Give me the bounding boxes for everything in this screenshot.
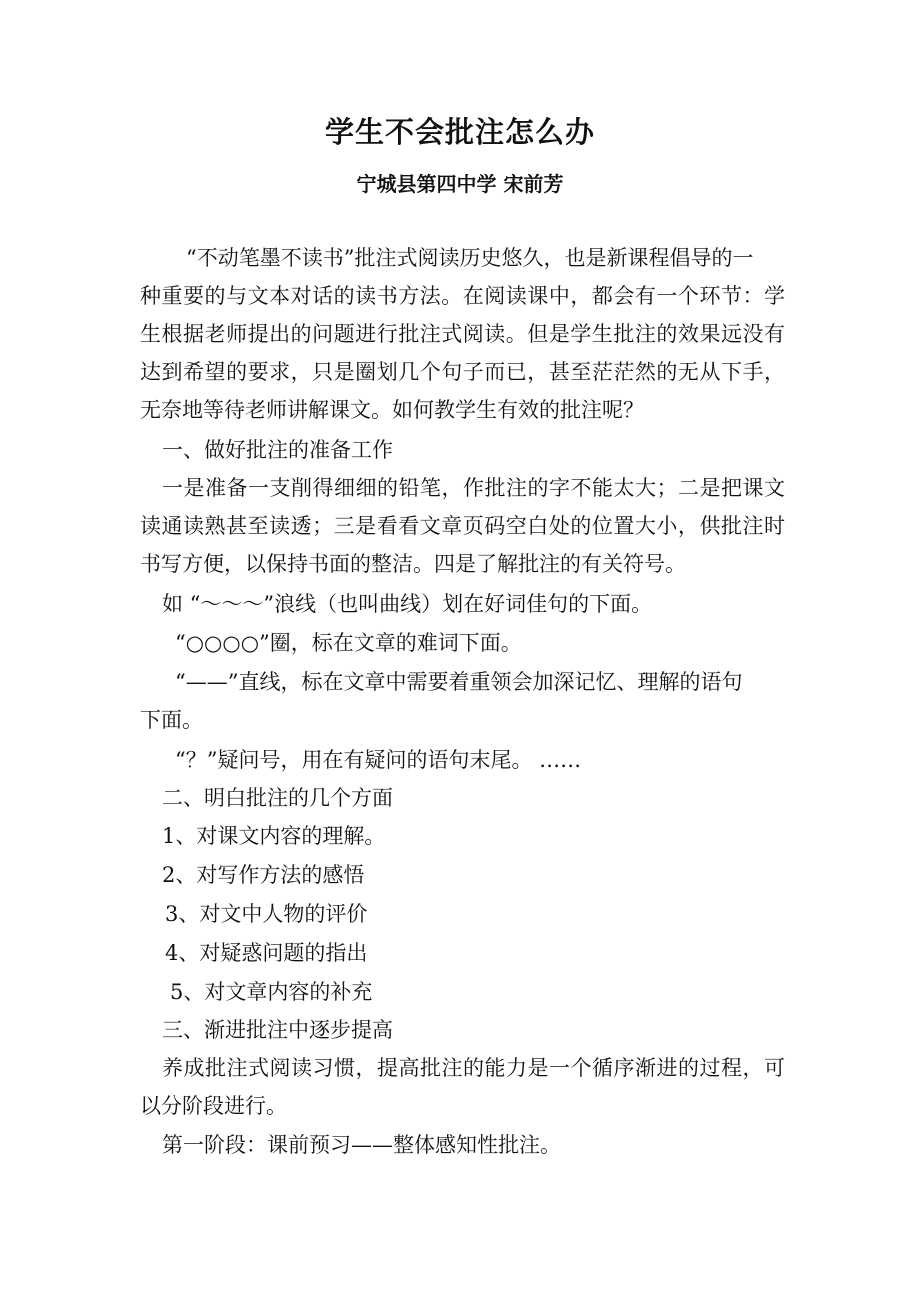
paragraph-line: 读通读熟甚至读透；三是看看文章页码空白处的位置大小，供批注时: [140, 514, 785, 538]
symbol-line: 如 “～～～”浪线（也叫曲线）划在好词佳句的下面。: [162, 592, 653, 616]
list-item: 1、对课文内容的理解。: [162, 824, 386, 848]
symbol-line: “？”疑问号，用在有疑问的语句末尾。 ……: [175, 748, 582, 772]
paragraph-line: 生根据老师提出的问题进行批注式阅读。但是学生批注的效果远没有: [140, 322, 785, 346]
paragraph-line: 一是准备一支削得细细的铅笔，作批注的字不能太大；二是把课文: [162, 476, 785, 500]
paragraph-line: 下面。: [140, 708, 203, 732]
paragraph-line: 以分阶段进行。: [140, 1094, 287, 1118]
paragraph-line: 达到希望的要求，只是圈划几个句子而已，甚至茫茫然的无从下手，: [140, 360, 785, 384]
list-item: 3、对文中人物的评价: [165, 902, 368, 926]
list-item: 2、对写作方法的感悟: [162, 863, 365, 887]
paragraph-line: 无奈地等待老师讲解课文。如何教学生有效的批注呢？: [140, 398, 644, 422]
symbol-line: “○○○○”圈，标在文章的难词下面。: [175, 631, 522, 655]
list-item: 4、对疑惑问题的指出: [165, 941, 368, 965]
paragraph-line: 种重要的与文本对话的读书方法。在阅读课中，都会有一个环节：学: [140, 284, 785, 308]
paragraph-line: 第一阶段：课前预习——整体感知性批注。: [162, 1133, 561, 1157]
list-item: 5、对文章内容的补充: [170, 980, 373, 1004]
paragraph-line: 书写方便，以保持书面的整洁。四是了解批注的有关符号。: [140, 552, 686, 576]
paragraph-line: “不动笔墨不读书”批注式阅读历史悠久，也是新课程倡导的一: [186, 246, 754, 270]
document-title: 学生不会批注怎么办: [324, 115, 595, 149]
paragraph-line: 养成批注式阅读习惯，提高批注的能力是一个循序渐进的过程，可: [162, 1056, 785, 1080]
section-heading: 二、明白批注的几个方面: [162, 786, 393, 810]
symbol-line: “——”直线，标在文章中需要着重领会加深记忆、理解的语句: [175, 670, 743, 694]
section-heading: 一、做好批注的准备工作: [162, 438, 393, 462]
author-line: 宁城县第四中学 宋前芳: [356, 172, 564, 196]
section-heading: 三、渐进批注中逐步提高: [162, 1018, 393, 1042]
